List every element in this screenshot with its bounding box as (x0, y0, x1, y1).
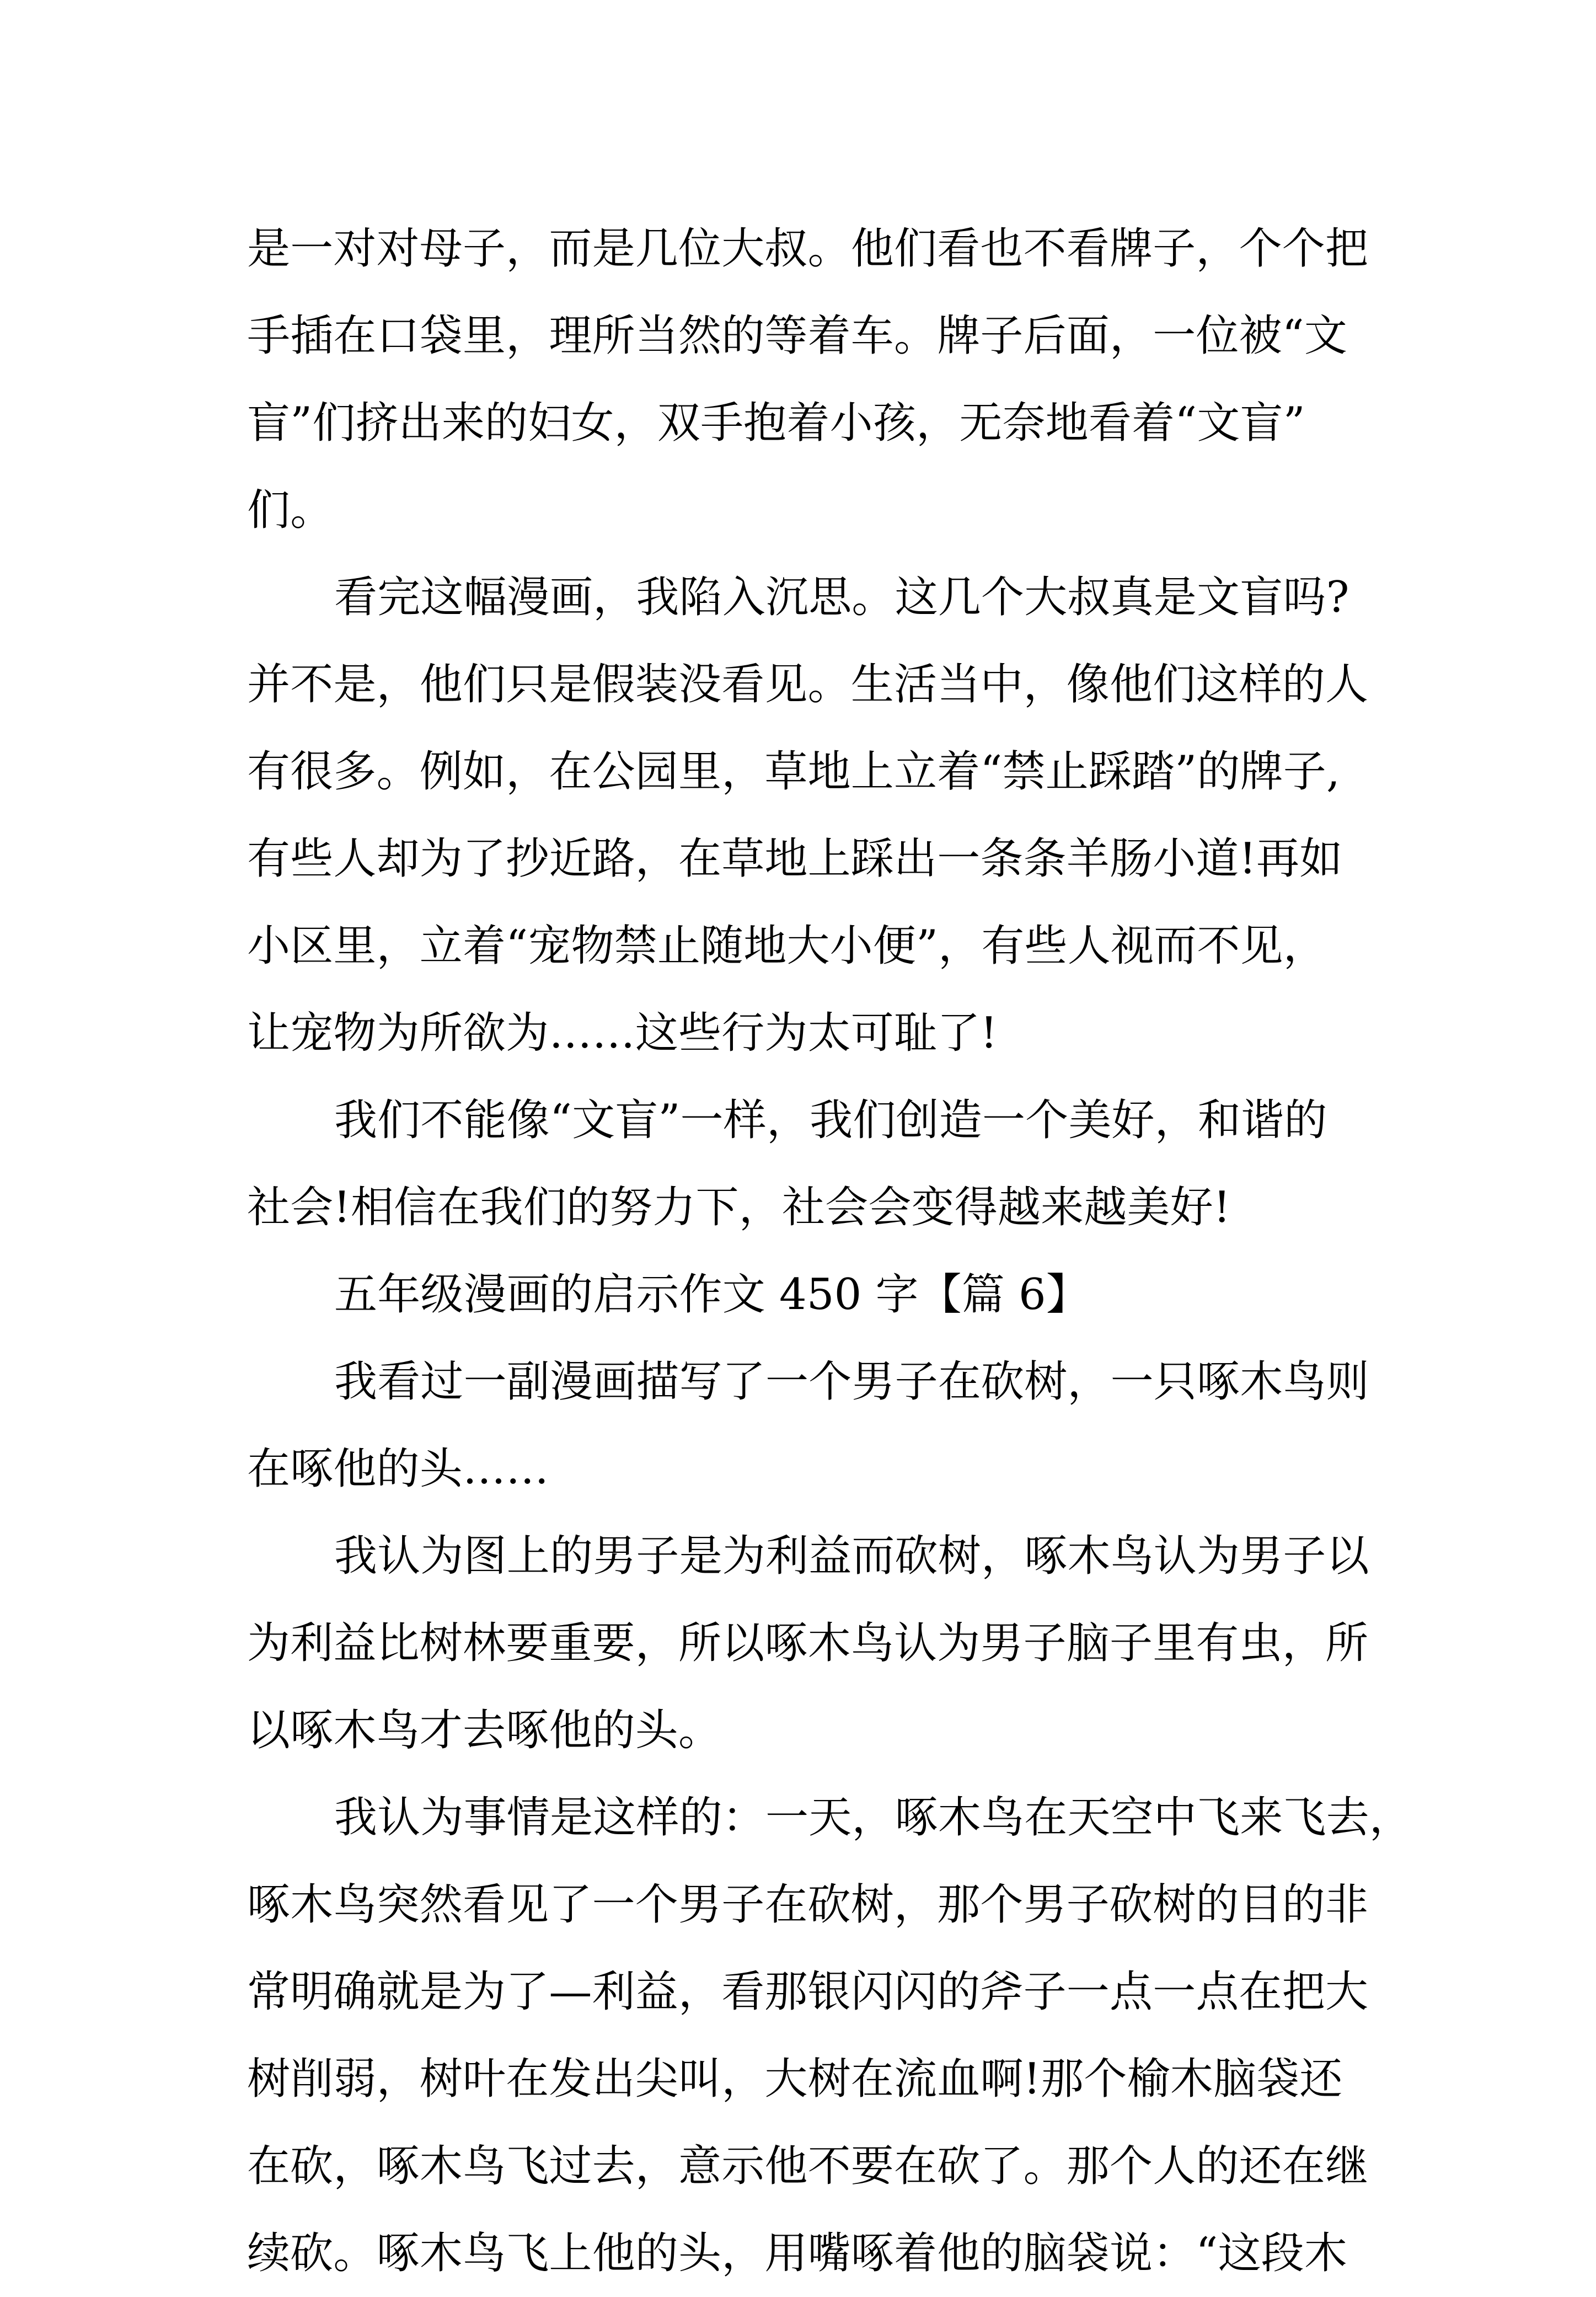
text-line: 我们不能像“文盲”一样，我们创造一个美好，和谐的 (334, 1096, 1327, 1145)
text-line: 并不是，他们只是假装没看见。生活当中，像他们这样的人 (247, 660, 1369, 709)
text-line: 在啄他的头…… (247, 1444, 549, 1494)
text-line: 啄木鸟突然看见了一个男子在砍树，那个男子砍树的目的非 (247, 1880, 1369, 1930)
text-line: 有些人却为了抄近路，在草地上踩出一条条羊肠小道!再如 (247, 834, 1343, 884)
document-page (247, 205, 1413, 2297)
text-line: 小区里，立着“宠物禁止随地大小便”，有些人视而不见， (247, 921, 1326, 971)
text-line: 以啄木鸟才去啄他的头。 (247, 1706, 722, 1755)
text-line: 有很多。例如，在公园里，草地上立着“禁止踩踏”的牌子, (247, 747, 1340, 797)
text-line: 让宠物为所欲为……这些行为太可耻了! (247, 1008, 998, 1058)
text-line: 续砍。啄木鸟飞上他的头，用嘴啄着他的脑袋说：“这段木 (247, 2229, 1348, 2278)
text-line: 是一对对母子，而是几位大叔。他们看也不看牌子，个个把 (247, 224, 1369, 274)
text-line: 盲”们挤出来的妇女，双手抱着小孩，无奈地看着“文盲” (247, 398, 1305, 448)
text-line: 我认为事情是这样的：一天，啄木鸟在天空中飞来飞去， (334, 1793, 1413, 1842)
text-line: 常明确就是为了—利益，看那银闪闪的斧子一点一点在把大 (247, 1967, 1369, 2017)
text-line: 在砍，啄木鸟飞过去，意示他不要在砍了。那个人的还在继 (247, 2141, 1369, 2191)
text-line: 为利益比树林要重要，所以啄木鸟认为男子脑子里有虫，所 (247, 1618, 1369, 1668)
section-heading: 五年级漫画的启示作文 450 字【篇 6】 (334, 1270, 1090, 1320)
text-line: 手插在口袋里，理所当然的等着车。牌子后面，一位被“文 (247, 311, 1348, 361)
text-line: 看完这幅漫画，我陷入沉思。这几个大叔真是文盲吗? (334, 573, 1349, 622)
text-line: 们。 (247, 485, 334, 535)
text-line: 社会!相信在我们的努力下，社会会变得越来越美好! (247, 1183, 1231, 1232)
text-line: 我看过一副漫画描写了一个男子在砍树，一只啄木鸟则 (334, 1357, 1369, 1407)
text-line: 树削弱，树叶在发出尖叫，大树在流血啊!那个榆木脑袋还 (247, 2054, 1343, 2104)
text-line: 我认为图上的男子是为利益而砍树，啄木鸟认为男子以 (334, 1531, 1369, 1581)
